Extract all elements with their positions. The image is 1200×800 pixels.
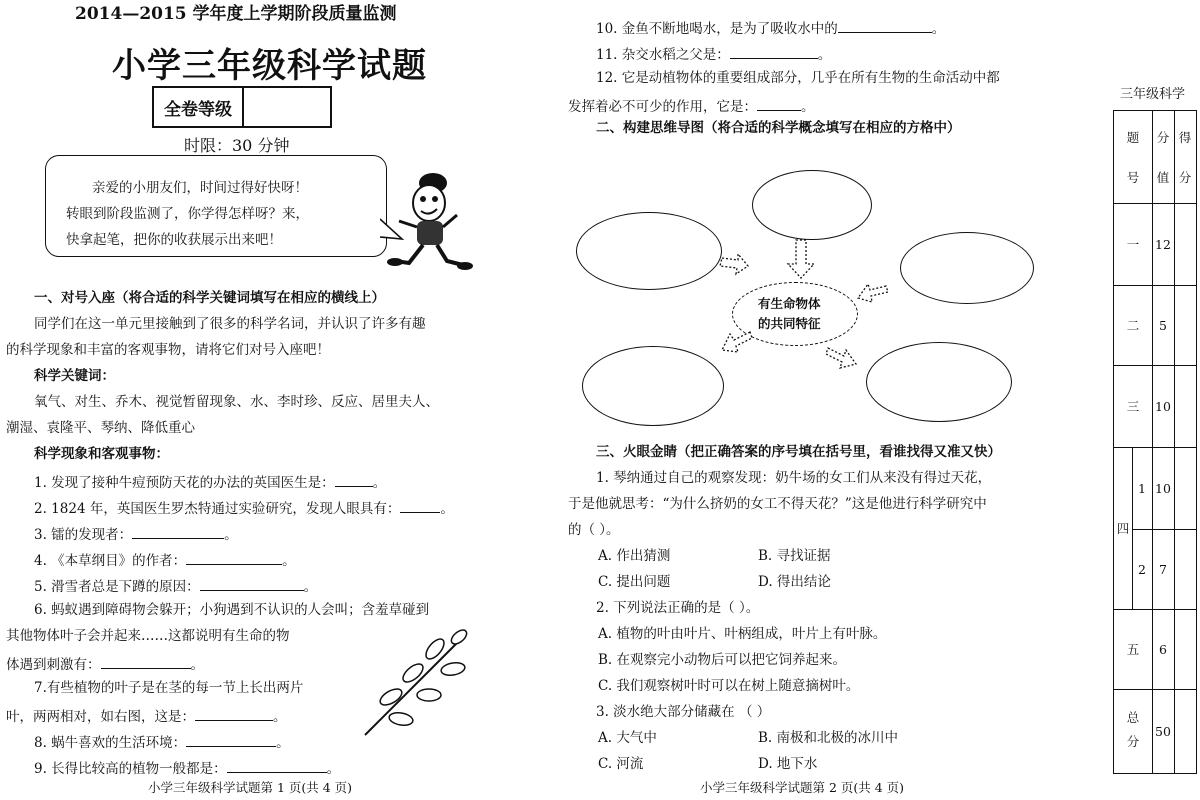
section-1-intro: 同学们在这一单元里接触到了很多的科学名词，并认识了许多有趣 <box>34 316 426 332</box>
question-4 <box>34 552 296 569</box>
mc-option[interactable]: B. 南极和北极的冰川中 <box>758 730 899 746</box>
mindmap-oval[interactable] <box>900 232 1034 304</box>
mindmap-center-label: 有生命物体 <box>758 296 821 311</box>
question-12: 12. 它是动植物体的重要组成部分，几乎在所有生物的生命活动中都 <box>596 70 1000 86</box>
period: 。 <box>303 579 318 595</box>
period: 。 <box>273 709 287 725</box>
score-input[interactable] <box>1174 529 1196 609</box>
page-2-footer: 小学三年级科学试题第 2 页(共 4 页) <box>700 780 905 795</box>
mc-option[interactable]: C. 河流 <box>598 756 644 772</box>
question-6: 其他物体叶子会并起来……这都说明有生命的物 <box>6 628 290 644</box>
question-text: 1. 发现了接种牛痘预防天花的办法的英国医生是： <box>34 475 335 491</box>
speech-bubble <box>45 155 387 257</box>
question-text: 体遇到刺激有： <box>6 657 101 673</box>
question-6: 6. 蚂蚁遇到障碍物会躲开；小狗遇到不认识的人会叫；含羞草碰到 <box>34 602 430 618</box>
mc-option[interactable]: A. 植物的叶由叶片、叶柄组成，叶片上有叶脉。 <box>598 626 887 642</box>
period: 。 <box>224 527 238 543</box>
answer-blank[interactable] <box>227 760 327 773</box>
score-head: 值 <box>1156 170 1170 185</box>
question-text: 3. 镭的发现者： <box>34 527 133 543</box>
question-11 <box>596 46 831 63</box>
mc-question-2: 2. 下列说法正确的是（ ）。 <box>596 600 760 616</box>
question-text: 11. 杂交水稻之父是： <box>596 47 730 63</box>
answer-blank[interactable] <box>335 474 373 487</box>
answer-blank[interactable] <box>200 578 304 591</box>
question-text: 4. 《本草纲目》的作者： <box>34 553 187 569</box>
score-total-label: 总 <box>1126 710 1140 725</box>
phenomena-label: 科学现象和客观事物： <box>34 446 169 462</box>
question-7 <box>6 708 287 725</box>
period: 。 <box>801 99 815 115</box>
score-row-label: 1 <box>1138 480 1146 496</box>
mc-option[interactable]: C. 我们观察树叶时可以在树上随意摘树叶。 <box>598 678 860 694</box>
score-table <box>1113 110 1197 774</box>
question-text: 8. 蜗牛喜欢的生活环境： <box>34 735 187 751</box>
question-12 <box>568 98 815 115</box>
exam-year-title: 2014—2015 学年度上学期阶段质量监测 <box>75 4 397 24</box>
keywords-label: 科学关键词： <box>34 368 115 384</box>
score-row-label: 一 <box>1126 237 1140 252</box>
period: 。 <box>326 761 341 777</box>
bubble-line: 亲爱的小朋友们，时间过得好快呀！ <box>92 180 308 196</box>
section-1-intro: 的科学现象和丰富的客观事物，请将它们对号入座吧！ <box>6 342 330 358</box>
question-9 <box>34 760 340 777</box>
question-text: 9. 长得比较高的植物一般都是： <box>34 761 227 777</box>
answer-blank[interactable] <box>132 526 224 539</box>
answer-blank[interactable] <box>730 46 818 59</box>
question-text: 5. 滑雪者总是下蹲的原因： <box>34 579 200 595</box>
bubble-line: 转眼到阶段监测了，你学得怎样呀？来， <box>66 206 309 222</box>
answer-blank[interactable] <box>757 98 801 111</box>
score-input[interactable] <box>1174 365 1196 447</box>
answer-blank[interactable] <box>195 708 273 721</box>
score-head: 题 <box>1126 130 1140 145</box>
score-head: 分 <box>1156 130 1170 145</box>
score-input[interactable] <box>1174 203 1196 285</box>
question-3 <box>34 526 238 543</box>
mc-option[interactable]: B. 寻找证据 <box>758 548 831 564</box>
score-row-label: 五 <box>1126 642 1140 657</box>
score-total-label: 分 <box>1126 734 1140 749</box>
question-8 <box>34 734 290 751</box>
mc-question-1: 1. 琴纳通过自己的观察发现：奶牛场的女工们从来没有得过天花， <box>596 470 992 486</box>
answer-blank[interactable] <box>400 500 440 513</box>
mc-question-3: 3. 淡水绝大部分储藏在 （ ） <box>596 704 771 720</box>
answer-blank[interactable] <box>838 20 932 33</box>
answer-blank[interactable] <box>186 734 276 747</box>
answer-blank[interactable] <box>186 552 282 565</box>
period: 。 <box>817 47 832 63</box>
mindmap-arrows-icon <box>700 230 900 380</box>
score-row-label: 三 <box>1126 399 1140 414</box>
keywords-line: 潮湿、袁隆平、琴纳、降低重心 <box>6 420 195 436</box>
question-7: 7.有些植物的叶子是在茎的每一节上长出两片 <box>34 680 304 696</box>
score-table-title: 三年级科学 <box>1120 87 1186 102</box>
period: 。 <box>282 553 296 569</box>
mc-question-1: 于是他就思考：“为什么挤奶的女工不得天花？”这是他进行科学研究中 <box>568 496 987 512</box>
score-row-value: 7 <box>1159 561 1167 577</box>
score-total-value: 50 <box>1155 723 1171 739</box>
mc-option[interactable]: C. 提出问题 <box>598 574 671 590</box>
score-row-value: 6 <box>1159 641 1167 657</box>
mc-option[interactable]: A. 作出猜测 <box>598 548 671 564</box>
period: 。 <box>931 21 946 37</box>
score-input[interactable] <box>1174 609 1196 689</box>
question-1 <box>34 474 386 491</box>
mc-option[interactable]: B. 在观察完小动物后可以把它饲养起来。 <box>598 652 847 668</box>
question-text: 发挥着必不可少的作用，它是： <box>568 99 757 115</box>
question-text: 叶，两两相对，如右图，这是： <box>6 709 195 725</box>
bubble-line: 快拿起笔，把你的收获展示出来吧！ <box>66 232 282 248</box>
score-input[interactable] <box>1174 689 1196 773</box>
exam-main-title: 小学三年级科学试题 <box>112 46 427 86</box>
mc-option[interactable]: D. 得出结论 <box>758 574 831 590</box>
section-2-title: 二、构建思维导图（将合适的科学概念填写在相应的方格中） <box>596 120 961 136</box>
page-1-footer: 小学三年级科学试题第 1 页(共 4 页) <box>148 780 353 795</box>
question-text: 10. 金鱼不断地喝水，是为了吸收水中的 <box>596 21 838 37</box>
time-limit: 时限：30 分钟 <box>184 136 290 155</box>
question-text: 2. 1824 年，英国医生罗杰特通过实验研究，发现人眼具有： <box>34 501 401 517</box>
question-6 <box>6 656 204 673</box>
score-row-value: 10 <box>1155 398 1171 414</box>
score-row-value: 12 <box>1155 236 1171 252</box>
section-1-title: 一、对号入座（将合适的科学关键词填写在相应的横线上） <box>34 290 385 306</box>
score-row-label: 2 <box>1138 561 1146 577</box>
opposite-leaves-icon <box>355 625 470 740</box>
score-head: 得 <box>1178 130 1192 145</box>
score-input[interactable] <box>1174 285 1196 365</box>
mc-option[interactable]: D. 地下水 <box>758 756 818 772</box>
cartoon-character-icon <box>385 165 475 275</box>
score-row-value: 5 <box>1159 317 1167 333</box>
section-3-title: 三、火眼金睛（把正确答案的序号填在括号里，看谁找得又准又快） <box>596 444 1001 460</box>
mindmap-center-label: 的共同特征 <box>758 316 821 331</box>
score-input[interactable] <box>1174 447 1196 529</box>
grade-label: 全卷等级 <box>154 88 244 126</box>
question-10 <box>596 20 945 37</box>
score-head: 号 <box>1126 170 1140 185</box>
answer-blank[interactable] <box>101 656 191 669</box>
period: 。 <box>276 735 290 751</box>
score-head: 分 <box>1178 170 1192 185</box>
period: 。 <box>190 657 204 673</box>
question-5 <box>34 578 317 595</box>
score-row-value: 10 <box>1155 480 1171 496</box>
mc-question-1: 的（ ）。 <box>568 522 620 538</box>
mc-option[interactable]: A. 大气中 <box>598 730 657 746</box>
score-group-label: 四 <box>1116 521 1130 536</box>
grade-box <box>152 86 332 128</box>
keywords-line: 氧气、对生、乔木、视觉暂留现象、水、李时珍、反应、居里夫人、 <box>34 394 439 410</box>
period: 。 <box>372 475 387 491</box>
question-2 <box>34 500 454 517</box>
score-row-label: 二 <box>1126 318 1140 333</box>
period: 。 <box>440 501 454 517</box>
